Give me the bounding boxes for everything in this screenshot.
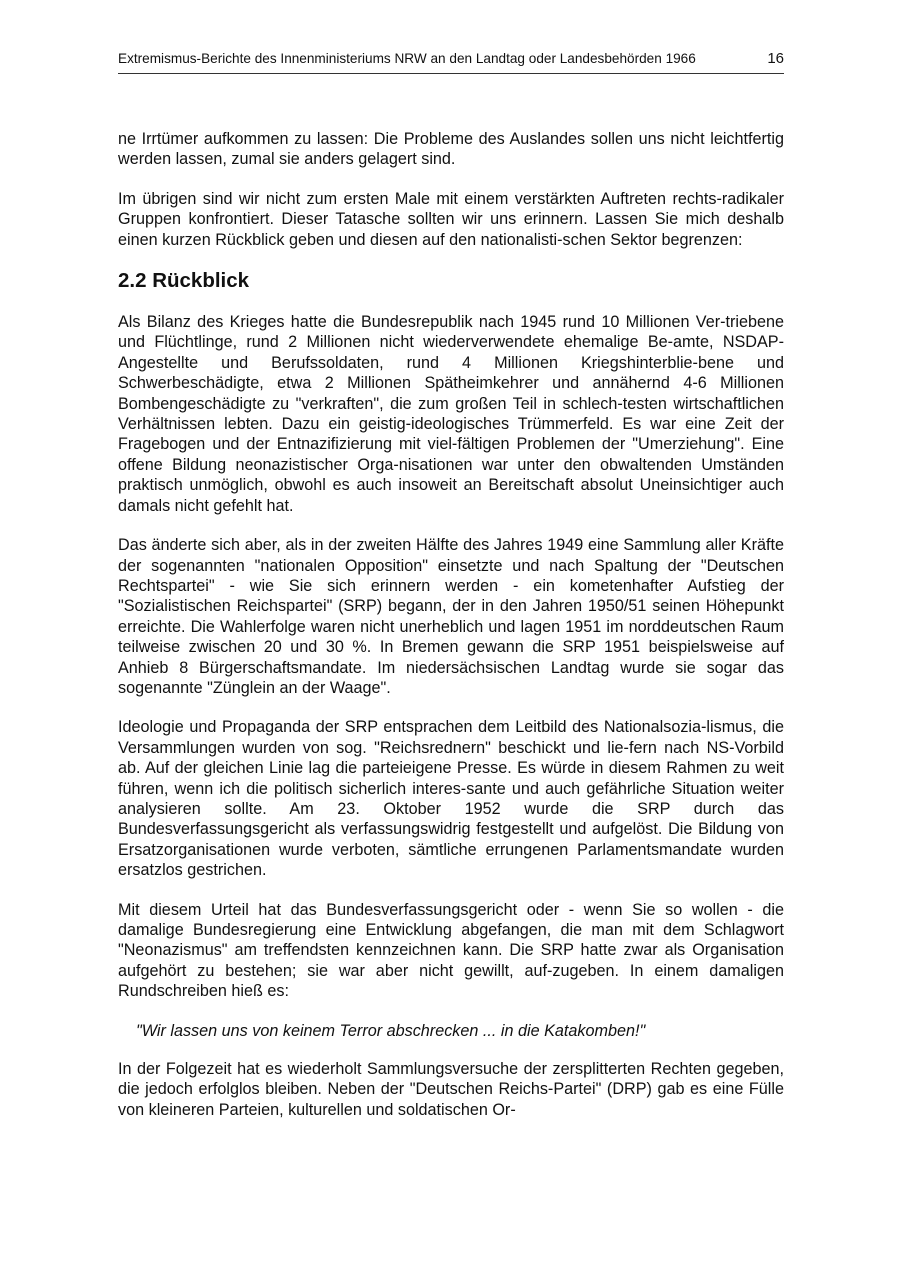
paragraph: Mit diesem Urteil hat das Bundesverfassungsgericht oder - wenn Sie so wollen - die damalige Bundesregierung eine Entwicklung abgefangen, die man mit dem Schlagwort "Neonazismus" am treffendsten kennzeichnen kann. Die SRP hatte zwar als Organisation aufgehört zu bestehen; sie war aber nicht gewillt, auf-zugeben. In einem damaligen Rundschreiben hieß es: bbox=[118, 900, 784, 1001]
section-heading: 2.2 Rückblick bbox=[118, 269, 250, 293]
running-header bbox=[118, 50, 784, 74]
page-number: 16 bbox=[767, 50, 784, 67]
paragraph: In der Folgezeit hat es wiederholt Sammlungsversuche der zersplitterten Rechten gegeben, die jedoch erfolglos bleiben. Neben der "Deutschen Reichs-Partei" (DRP) gab es eine Fülle von kleineren Parteien, kulturellen und soldatischen Or- bbox=[118, 1060, 784, 1119]
document-page bbox=[118, 50, 784, 1139]
header-title: Extremismus-Berichte des Innenministeriums NRW an den Landtag oder Landesbehörden 1966 bbox=[118, 51, 696, 66]
paragraph: ne Irrtümer aufkommen zu lassen: Die Probleme des Auslandes sollen uns nicht leichtfertig werden lassen, zumal sie anders gelagert sind. bbox=[118, 130, 784, 169]
paragraph: Ideologie und Propaganda der SRP entsprachen dem Leitbild des Nationalsozia-lismus, die Versammlungen wurden von sog. "Reichsrednern" beschickt und lie-fern nach NS-Vorbild ab. Auf der gleichen Linie lag die parteieigene Presse. Es würde in diesem Rahmen zu weit führen, wenn ich die politisch sicherlich interes-sante und auch gefährliche Situation weiter analysieren sollte. Am 23. Oktober 1952 wurde die SRP durch das Bundesverfassungsgericht als verfassungswidrig festgestellt und aufgelöst. Die Bildung von Ersatzorganisationen wurde verboten, sämtliche errungenen Parlamentsmandate wurden ersatzlos gestrichen. bbox=[118, 718, 784, 880]
paragraph: Im übrigen sind wir nicht zum ersten Male mit einem verstärkten Auftreten rechts-radikaler Gruppen konfrontiert. Dieser Tatasche sollten wir uns erinnern. Lassen Sie mich deshalb einen kurzen Rückblick geben und diesen auf den nationalisti-schen Sektor begrenzen: bbox=[118, 189, 784, 249]
document-body bbox=[118, 74, 784, 1120]
block-quote: "Wir lassen uns von keinem Terror abschrecken ... in die Katakomben!" bbox=[136, 1021, 646, 1040]
paragraph: Als Bilanz des Krieges hatte die Bundesrepublik nach 1945 rund 10 Millionen Ver-triebene und Flüchtlinge, rund 2 Millionen nicht wiederverwendete ehemalige Be-amte, NSDAP-Angestellte und Berufssoldaten, rund 4 Millionen Kriegshinterblie-bene und Schwerbeschädigte, etwa 2 Millionen Spätheimkehrer und annähernd 4-6 Millionen Bombengeschädigte zu "verkraften", die zum großen Teil in schlech-testen wirtschaftlichen Verhältnissen lebten. Dazu ein geistig-ideologisches Trümmerfeld. Es war eine Zeit der Fragebogen und der Entnazifizierung mit viel-fältigen Problemen der "Umerziehung". Eine offene Bildung neonazistischer Orga-nisationen war unter den obwaltenden Umständen praktisch unmöglich, obwohl es auch insoweit an Bereitschaft absolut Uneinsichtiger auch damals nicht gefehlt hat. bbox=[118, 313, 784, 515]
paragraph: Das änderte sich aber, als in der zweiten Hälfte des Jahres 1949 eine Sammlung aller Kräfte der sogenannten "nationalen Opposition" einsetzte und nach Spaltung der "Deutschen Rechtspartei" - wie Sie sich erinnern werden - ein kometenhafter Aufstieg der "Sozialistischen Reichspartei" (SRP) begann, der in den Jahren 1950/51 seinen Höhepunkt erreichte. Die Wahlerfolge waren nicht unerheblich und lagen 1951 im norddeutschen Raum teilweise zwischen 20 und 30 %. In Bremen gewann die SRP 1951 beispielsweise auf Anhieb 8 Bürgerschaftsmandate. Im niedersächsischen Landtag wurde sie sogar das sogenannte "Zünglein an der Waage". bbox=[118, 536, 784, 697]
